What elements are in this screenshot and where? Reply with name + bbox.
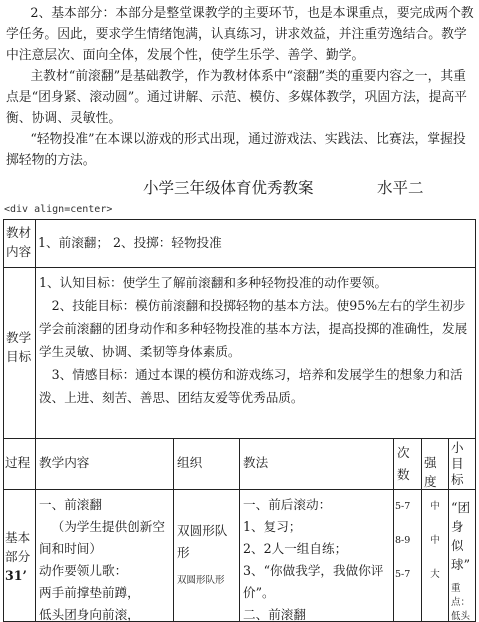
material-content — [35, 219, 476, 267]
content-line: 动作要领儿歌： — [39, 563, 128, 578]
level-label: 水平二 — [377, 179, 424, 197]
count-value: 5-7 — [395, 569, 411, 580]
organization-note: 双圆形队形 — [177, 575, 225, 586]
process-label: 基本部分 — [5, 530, 31, 564]
goals-content — [35, 267, 476, 438]
intensity-value: 大 — [430, 569, 440, 580]
content-line: （为学生提供创新空间和时间） — [39, 519, 165, 556]
header-organization — [173, 438, 239, 489]
header-goal — [448, 438, 476, 489]
method-line: 二、前滚翻 — [243, 607, 306, 622]
header-intensity-text: 强度 — [424, 455, 437, 489]
intro-text — [6, 3, 474, 171]
document-title: 小学三年级体育优秀教案 — [143, 179, 314, 197]
header-intensity — [421, 438, 448, 489]
header-method-text: 教法 — [243, 455, 269, 470]
process-time: 31’ — [5, 568, 27, 583]
intro-paragraph-main-material: 主教材“前滚翻”是基础教学，作为教材体系中“滚翻”类的重要内容之一，其重点是“团身紧、滚动圆”。通过讲解、示范、模仿、多媒体教学，巩固方法，提高平衡、协调、灵敏性。 — [6, 69, 467, 126]
method-line: 3、“你做我学，我做你评价”。 — [243, 563, 384, 600]
header-process-text: 过程 — [5, 455, 31, 470]
header-content — [35, 438, 173, 489]
header-method — [239, 438, 393, 489]
content-line: 两手前撑垫前蹲， — [39, 585, 140, 600]
header-count — [393, 438, 421, 489]
header-count-text: 次数 — [397, 445, 410, 482]
goal-emotion: 3、情感目标：通过本课的模仿和游戏练习，培养和发展学生的想象力和活泼、上进、刻苦、善思、团结友爱等优秀品质。 — [39, 367, 463, 405]
intensity-value: 中 — [430, 535, 440, 546]
header-process — [3, 438, 35, 489]
row-label-goals-text: 教学目标 — [6, 330, 32, 364]
content-line: 一、前滚翻 — [39, 497, 102, 512]
count-value: 8-9 — [395, 535, 411, 546]
header-organization-text: 组织 — [177, 455, 203, 470]
method-cell — [239, 489, 393, 622]
material-content-text: 1、前滚翻； 2、投掷：轻物投准 — [38, 235, 222, 250]
count-value: 5-7 — [395, 501, 411, 512]
header-goal-text: 小目标 — [451, 440, 464, 487]
row-label-goals — [3, 267, 35, 438]
process-basic-part — [3, 489, 35, 622]
content-line: 低头团身向前滚， — [39, 607, 140, 622]
header-content-text: 教学内容 — [39, 455, 90, 470]
organization-main: 双圆形队形 — [177, 523, 228, 560]
method-line: 2、2人一组自练； — [243, 541, 348, 556]
method-line: 一、前后滚动： — [243, 497, 332, 512]
goal-cognitive: 1、认知目标：使学生了解前滚翻和多种轻物投准的动作要领。 — [39, 275, 388, 290]
content-cell — [35, 489, 173, 622]
goal-cell — [448, 489, 476, 622]
intro-paragraph-throwing: “轻物投准”在本课以游戏的形式出现，通过游戏法、实践法、比赛法，掌握投掷轻物的方法。 — [6, 132, 466, 168]
goal-focus-note: 重点：低头 — [451, 583, 471, 622]
row-label-material — [3, 219, 35, 267]
lesson-plan-table — [3, 219, 476, 622]
html-code-line: <div align=center> — [4, 204, 113, 215]
intensity-cell — [421, 489, 448, 622]
row-label-material-text: 教材内容 — [6, 225, 32, 259]
intensity-value: 中 — [430, 501, 440, 512]
method-line: 1、复习； — [243, 519, 302, 534]
intro-paragraph-basic-part: 2、基本部分：本部分是整堂课教学的主要环节，也是本课重点，要完成两个教学任务。因此，要求学生情绪饱满，认真练习，讲求效益，并注重劳逸结合。教学中注意层次、面向全体，发展个性，使学生乐学、善学、勤学。 — [6, 6, 474, 63]
count-cell — [393, 489, 421, 622]
goal-requirement: “团身似球” — [451, 500, 471, 572]
goal-skill: 2、技能目标：模仿前滚翻和投掷轻物的基本方法。使95%左右的学生初步学会前滚翻的团身动作和多种轻物投准的基本方法，提高投掷的准确性，发展学生灵敏、协调、柔韧等身体素质。 — [39, 298, 468, 359]
organization-cell — [173, 489, 239, 622]
